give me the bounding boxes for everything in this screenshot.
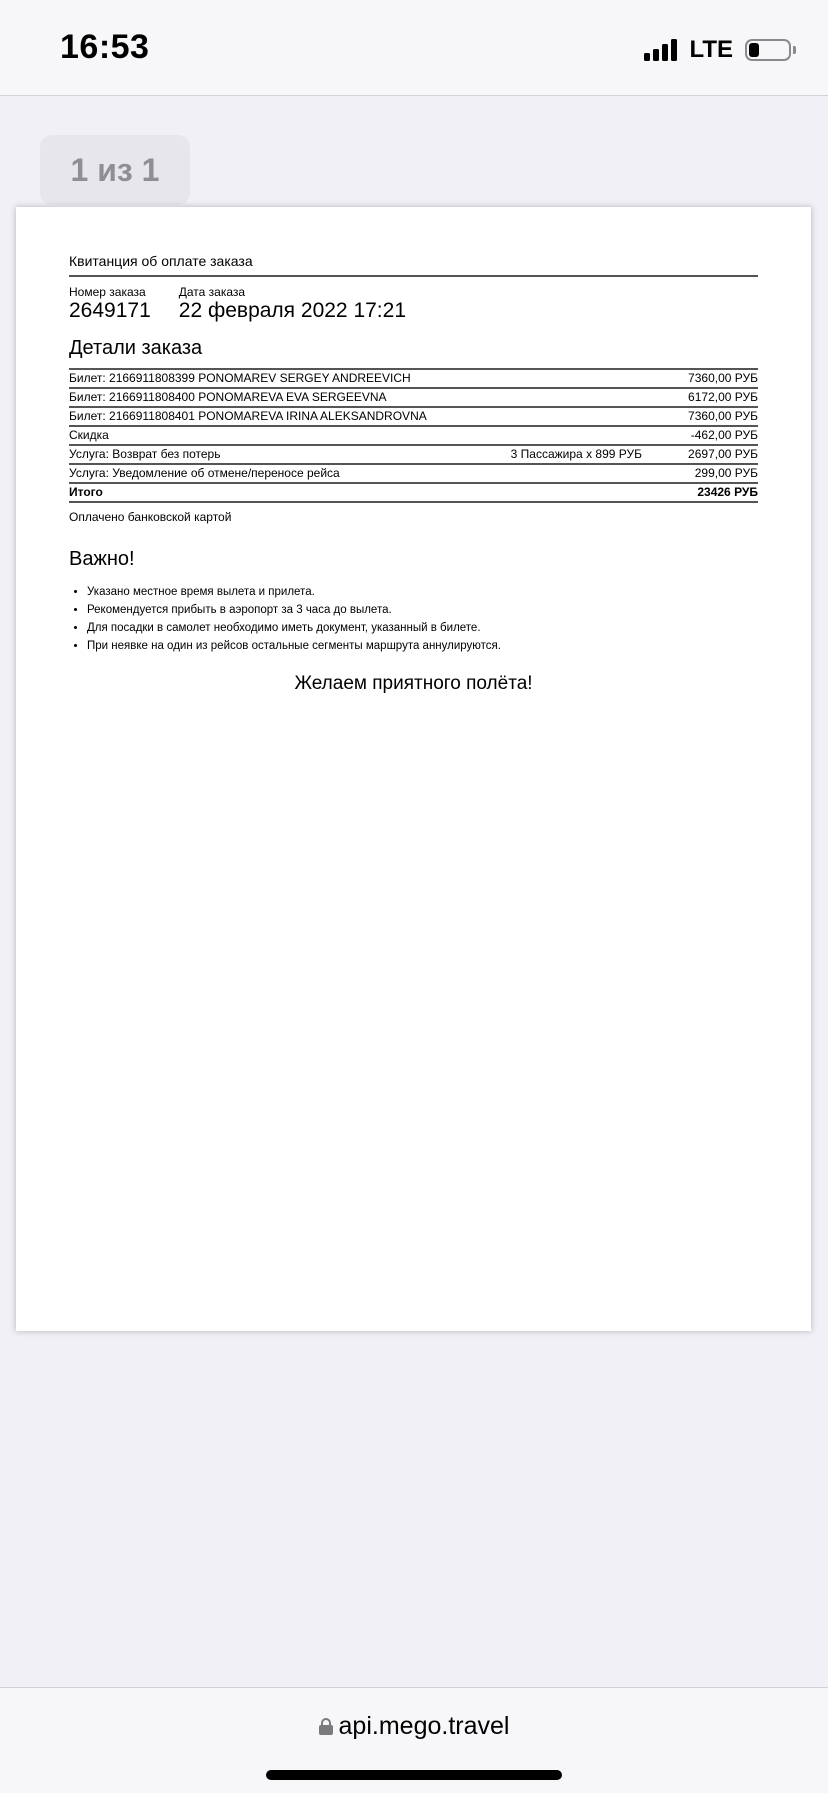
- closing-wish: Желаем приятного полёта!: [294, 673, 533, 694]
- total-amount: 23426 РУБ: [697, 485, 758, 499]
- line-extra: 3 Пассажира x 899 РУБ: [510, 447, 642, 461]
- line-amount: 7360,00 РУБ: [688, 371, 758, 385]
- line-amount: 7360,00 РУБ: [688, 409, 758, 423]
- browser-url-bar[interactable]: [0, 1687, 828, 1793]
- order-line: [69, 465, 758, 484]
- line-amount: 6172,00 РУБ: [688, 390, 758, 404]
- order-date: 22 февраля 2022 17:21: [178, 299, 406, 322]
- battery-tip-icon: [793, 46, 796, 54]
- line-amount: -462,00 РУБ: [690, 428, 758, 442]
- home-indicator[interactable]: [266, 1770, 562, 1780]
- note-item: • При неявке на один из рейсов остальные сегменты маршрута аннулируются.: [87, 637, 758, 655]
- order-meta: [69, 285, 758, 323]
- network-type: LTE: [689, 36, 733, 63]
- receipt-title: Квитанция об оплате заказа: [69, 253, 758, 277]
- pdf-page[interactable]: [16, 207, 811, 1331]
- note-item: • Для посадки в самолет необходимо иметь документ, указанный в билете.: [87, 619, 758, 637]
- payment-note: Оплачено банковской картой: [69, 510, 232, 524]
- line-description: Билет: 2166911808400 PONOMAREVA EVA SERGEEVNA: [69, 390, 387, 404]
- line-description: Услуга: Возврат без потерь: [69, 447, 221, 461]
- order-lines: [69, 368, 758, 503]
- battery-level: [749, 43, 759, 57]
- line-description: Билет: 2166911808401 PONOMAREVA IRINA ALEKSANDROVNA: [69, 409, 427, 423]
- url-display[interactable]: [0, 1712, 828, 1741]
- status-bar: [0, 0, 828, 96]
- order-date-block: [179, 285, 406, 323]
- order-date-label: Дата заказа: [178, 285, 246, 299]
- order-number-block: [69, 285, 151, 323]
- line-description: Билет: 2166911808399 PONOMAREV SERGEY ANDREEVICH: [69, 371, 411, 385]
- note-item: • Указано местное время вылета и прилета.: [87, 583, 758, 601]
- receipt: [69, 253, 758, 695]
- order-line: [69, 389, 758, 408]
- line-description: Услуга: Уведомление об отмене/переносе рейса: [69, 466, 340, 480]
- details-heading: Детали заказа: [69, 337, 203, 359]
- line-amount: 2697,00 РУБ: [688, 447, 758, 461]
- order-number: 2649171: [69, 299, 151, 322]
- order-line: [69, 370, 758, 389]
- status-icons: [644, 36, 796, 64]
- order-total-row: [69, 484, 758, 503]
- total-label: Итого: [69, 485, 103, 499]
- signal-strength-icon: [644, 39, 677, 61]
- important-notes: [69, 583, 758, 655]
- note-item: • Рекомендуется прибыть в аэропорт за 3 часа до вылета.: [87, 601, 758, 619]
- order-number-label: Номер заказа: [69, 285, 146, 299]
- lock-icon: [319, 1718, 333, 1735]
- order-line: [69, 408, 758, 427]
- line-amount: 299,00 РУБ: [694, 466, 758, 480]
- important-heading: Важно!: [69, 548, 135, 570]
- line-description: Скидка: [69, 428, 109, 442]
- url-text[interactable]: api.mego.travel: [338, 1712, 510, 1740]
- order-line: [69, 427, 758, 446]
- status-time: 16:53: [60, 28, 150, 66]
- page-counter: 1 из 1: [40, 135, 190, 205]
- order-line: [69, 446, 758, 465]
- battery-icon: [745, 39, 791, 61]
